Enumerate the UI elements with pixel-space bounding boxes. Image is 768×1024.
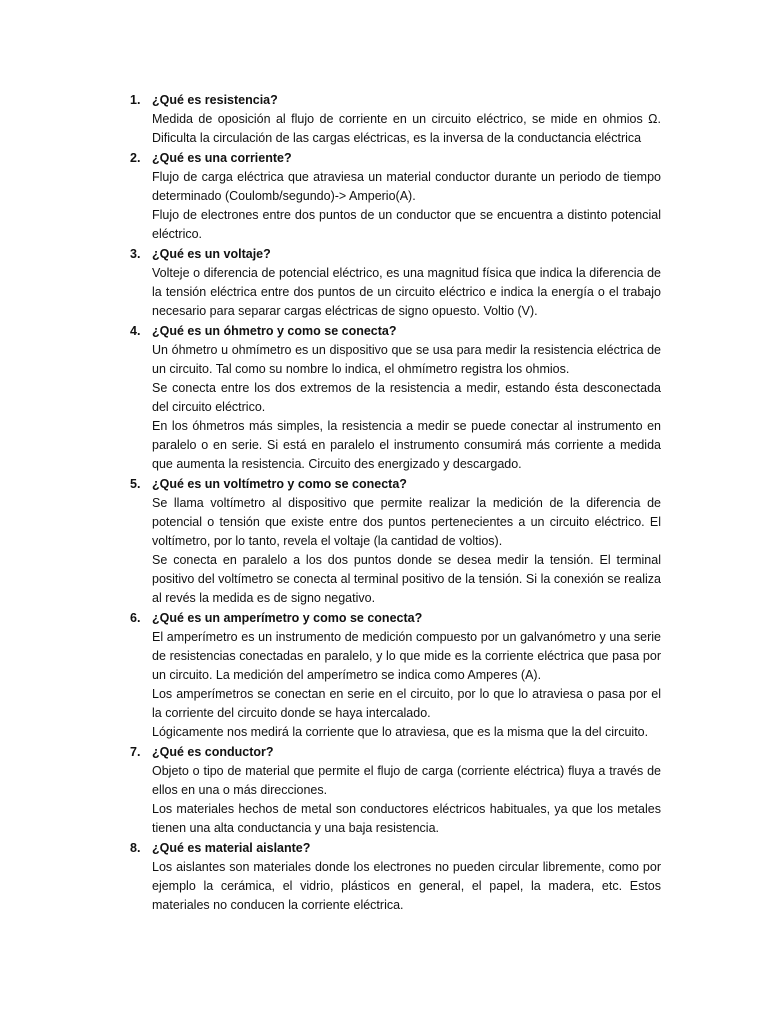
question-number: 1.: [130, 93, 141, 107]
question-number: 3.: [130, 247, 141, 261]
question-number: 7.: [130, 745, 141, 759]
question-item: [0, 91, 768, 148]
question-item: [0, 322, 768, 474]
answer-paragraph: Se conecta en paralelo a los dos puntos donde se desea medir la tensión. El terminal positivo del voltímetro se conecta al terminal positivo de la tensión. Si la conexión se realiza al revés la medida es de signo negativo.: [152, 553, 661, 605]
question-number: 2.: [130, 151, 141, 165]
answer-paragraph: Objeto o tipo de material que permite el flujo de carga (corriente eléctrica) fluya a través de ellos en una o más direcciones.: [152, 764, 661, 797]
answer-paragraph: El amperímetro es un instrumento de medición compuesto por un galvanómetro y una serie de resistencias conectadas en paralelo, y lo que mide es la corriente eléctrica que pasa por un circuito. La medición del amperímetro se indica como Amperes (A).: [152, 630, 661, 682]
question-item: [0, 245, 768, 321]
answer-paragraph: Un óhmetro u ohmímetro es un dispositivo que se usa para medir la resistencia eléctrica de un circuito. Tal como su nombre lo indica, el ohmímetro registra los ohmios.: [152, 343, 661, 376]
question-item: [0, 743, 768, 838]
question-title: ¿Qué es un voltaje?: [152, 247, 271, 261]
answer-paragraph: Lógicamente nos medirá la corriente que lo atraviesa, que es la misma que la del circuito.: [152, 725, 649, 739]
answer-paragraph: Se llama voltímetro al dispositivo que permite realizar la medición de la diferencia de potencial o tensión que existe entre dos puntos pertenecientes a un circuito eléctrico. El voltímetro, por lo tanto, revela el voltaje (la cantidad de voltios).: [152, 496, 661, 548]
question-item: [0, 149, 768, 244]
answer-paragraph: Se conecta entre los dos extremos de la resistencia a medir, estando ésta desconectada del circuito eléctrico.: [152, 381, 661, 414]
question-title: ¿Qué es conductor?: [152, 745, 274, 759]
question-list: [0, 91, 768, 916]
question-title: ¿Qué es un óhmetro y como se conecta?: [152, 324, 397, 338]
question-title: ¿Qué es un voltímetro y como se conecta?: [152, 477, 407, 491]
answer-paragraph: Flujo de electrones entre dos puntos de un conductor que se encuentra a distinto potencial eléctrico.: [152, 208, 661, 241]
question-item: [0, 839, 768, 915]
answer-paragraph: Los amperímetros se conectan en serie en el circuito, por lo que lo atraviesa o pasa por el la corriente del circuito donde se haya intercalado.: [152, 687, 661, 720]
answer-paragraph: Flujo de carga eléctrica que atraviesa un material conductor durante un periodo de tiempo determinado (Coulomb/segundo)-> Amperio(A).: [152, 170, 661, 203]
question-title: ¿Qué es resistencia?: [152, 93, 278, 107]
answer-paragraph: Los materiales hechos de metal son conductores eléctricos habituales, ya que los metales tienen una alta conductancia y una baja resistencia.: [152, 802, 661, 835]
answer-paragraph: Volteje o diferencia de potencial eléctrico, es una magnitud física que indica la diferencia de la tensión eléctrica entre dos puntos de un circuito eléctrico e indica la energía o el trabajo necesario para separar cargas eléctricas de signo opuesto. Voltio (V).: [152, 266, 661, 318]
question-title: ¿Qué es una corriente?: [152, 151, 292, 165]
answer-paragraph: Medida de oposición al flujo de corriente en un circuito eléctrico, se mide en ohmios Ω. Dificulta la circulación de las cargas eléctricas, es la inversa de la conductancia eléctrica: [152, 112, 661, 145]
question-number: 6.: [130, 611, 141, 625]
answer-paragraph: En los óhmetros más simples, la resistencia a medir se puede conectar al instrumento en paralelo o en serie. Si está en paralelo el instrumento consumirá más corriente a medida que aumenta la resistencia. Circuito des energizado y descargado.: [152, 419, 661, 471]
question-item: [0, 475, 768, 608]
question-title: ¿Qué es material aislante?: [152, 841, 311, 855]
question-number: 4.: [130, 324, 141, 338]
answer-paragraph: Los aislantes son materiales donde los electrones no pueden circular libremente, como por ejemplo la cerámica, el vidrio, plásticos en general, el papel, la madera, etc. Estos materiales no conducen la corriente eléctrica.: [152, 860, 661, 912]
question-number: 5.: [130, 477, 141, 491]
question-title: ¿Qué es un amperímetro y como se conecta?: [152, 611, 423, 625]
question-number: 8.: [130, 841, 141, 855]
question-item: [0, 609, 768, 742]
